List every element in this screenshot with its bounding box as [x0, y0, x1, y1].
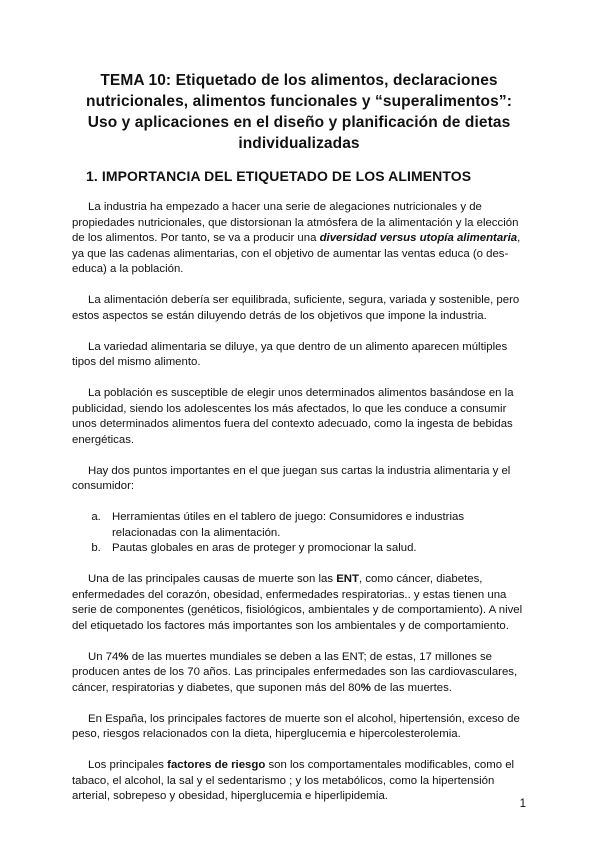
- paragraph-6: Una de las principales causas de muerte son las ENT, como cáncer, diabetes, enfermedades del corazón, obesidad, enfermedades respiratorias.. y estas tienen una serie de componentes (genéticos, fisiológicos, ambientales y de comportamiento). A nivel del etiquetado los factores más importantes son los ambientales y de comportamiento.: [72, 573, 523, 632]
- paragraph-1: La industria ha empezado a hacer una serie de alegaciones nutricionales y de propiedades nutricionales, que distorsionan la atmósfera de la alimentación y la elección de los alimentos. Por tanto, se va a producir una diversidad versus utopía alimentaria, ya que las cadenas alimentarias, con el objetivo de aumentar las ventas educa (o des-educa) a la población.: [72, 201, 521, 275]
- page-number: 1: [519, 798, 526, 810]
- bold-term: ENT: [336, 573, 359, 585]
- paragraph-4: La población es susceptible de elegir unos determinados alimentos basándose en la publicidad, siendo los adolescentes los más afectados, lo que les conduce a consumir unos determinados alimentos fuera del contexto adecuado, como la ingesta de bebidas energéticas.: [72, 387, 514, 446]
- list-item: a. Herramientas útiles en el tablero de juego: Consumidores e industrias relacionadas con la alimentación.: [104, 510, 526, 541]
- bullet-list: [72, 510, 526, 557]
- paragraph-2: La alimentación debería ser equilibrada, suficiente, segura, variada y sostenible, pero estos aspectos se están diluyendo detrás de los objetivos que impone la industria.: [72, 294, 520, 322]
- paragraph-5: Hay dos puntos importantes en el que juegan sus cartas la industria alimentaria y el consumidor:: [72, 464, 511, 492]
- document-title: TEMA 10: Etiquetado de los alimentos, declaraciones nutricionales, alimentos funcionales y “superalimentos”: Uso y aplicaciones en el diseño y planificación de dietas individualizadas: [86, 72, 512, 152]
- section-heading: 1. IMPORTANCIA DEL ETIQUETADO DE LOS ALIMENTOS: [86, 168, 472, 184]
- emphasis-text: diversidad versus utopía alimentaria: [319, 232, 518, 244]
- bold-term: factores de riesgo: [167, 759, 266, 771]
- paragraph-9: Los principales factores de riesgo son los comportamentales modificables, como el tabaco, el alcohol, la sal y el sedentarismo ; y los metabólicos, como la hipertensión arterial, sobrepeso y obesidad, hiperglucemia e hiperlipidemia.: [72, 759, 515, 802]
- paragraph-3: La variedad alimentaria se diluye, ya que dentro de un alimento aparecen múltiples tipos del mismo alimento.: [72, 340, 508, 368]
- paragraph-7: Un 74% de las muertes mundiales se deben a las ENT; de estas, 17 millones se producen antes de los 70 años. Las principales enfermedades son las cardiovasculares, cáncer, respiratorias y diabetes, que suponen más del 80% de las muertes.: [72, 650, 518, 694]
- list-item: b. Pautas globales en aras de proteger y promocionar la salud.: [104, 541, 526, 557]
- paragraph-8: En España, los principales factores de muerte son el alcohol, hipertensión, exceso de peso, riesgos relacionados con la dieta, hiperglucemia e hipercolesterolemia.: [72, 712, 520, 740]
